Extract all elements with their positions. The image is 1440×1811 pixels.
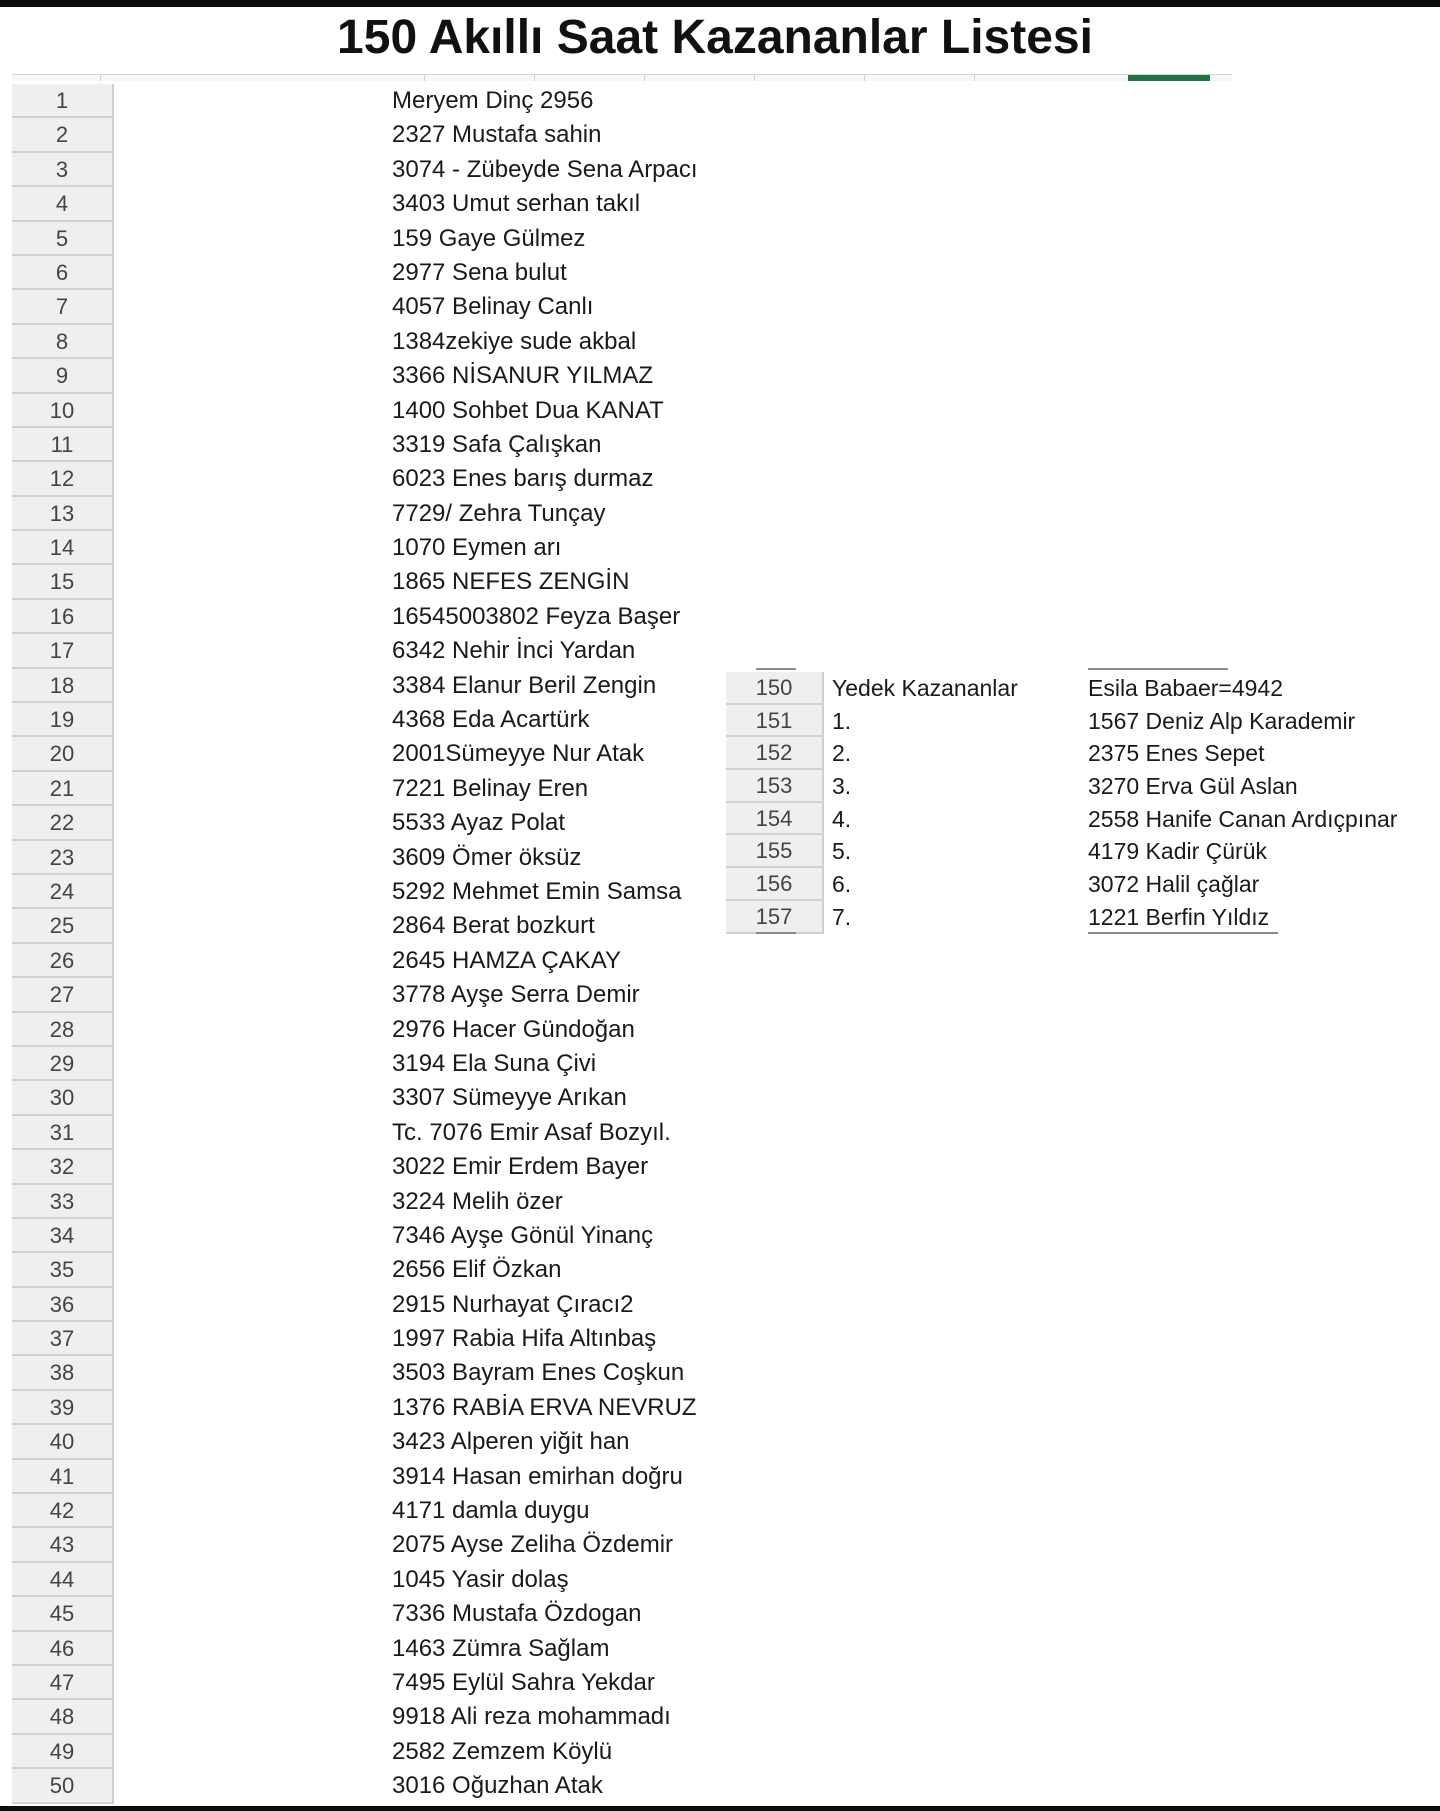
winner-cell[interactable]: 2582 Zemzem Köylü (392, 1737, 613, 1765)
row-number: 46 (12, 1632, 114, 1666)
row-number: 26 (12, 944, 114, 978)
winner-cell[interactable]: 3194 Ela Suna Çivi (392, 1049, 597, 1077)
row-number: 13 (12, 497, 114, 531)
row-number: 31 (12, 1116, 114, 1150)
winner-cell[interactable]: 3022 Emir Erdem Bayer (392, 1153, 649, 1181)
row-number: 9 (12, 359, 114, 393)
row-number: 48 (12, 1700, 114, 1734)
winner-cell[interactable]: 1070 Eymen arı (392, 534, 562, 562)
winner-cell[interactable]: 2977 Sena bulut (392, 258, 567, 286)
winner-cell[interactable]: 1384zekiye sude akbal (392, 327, 637, 355)
winner-cell[interactable]: 3503 Bayram Enes Coşkun (392, 1359, 685, 1387)
row-number: 155 (726, 835, 824, 868)
winner-cell[interactable]: 2001Sümeyye Nur Atak (392, 740, 645, 768)
winner-cell[interactable]: 3016 Oğuzhan Atak (392, 1772, 603, 1800)
row-number: 157 (726, 901, 824, 934)
winner-cell[interactable]: 3609 Ömer öksüz (392, 843, 582, 871)
winner-cell[interactable]: 7221 Belinay Eren (392, 774, 589, 802)
row-number: 153 (726, 770, 824, 803)
reserve-label[interactable]: 3. (832, 773, 852, 800)
winner-cell[interactable]: Meryem Dinç 2956 (392, 87, 594, 114)
winner-cell[interactable]: 3366 NİSANUR YILMAZ (392, 362, 653, 390)
row-number: 12 (12, 462, 114, 496)
winner-cell[interactable]: 7336 Mustafa Özdogan (392, 1600, 642, 1628)
winner-cell[interactable]: 16545003802 Feyza Başer (392, 602, 681, 630)
winner-cell[interactable]: 1400 Sohbet Dua KANAT (392, 396, 664, 424)
row-number: 8 (12, 325, 114, 359)
reserve-winners-panel (726, 668, 1426, 938)
reserve-label[interactable]: 2. (832, 740, 852, 767)
row-number: 18 (12, 669, 114, 703)
winner-cell[interactable]: 2645 HAMZA ÇAKAY (392, 946, 621, 974)
winner-cell[interactable]: 3423 Alperen yiğit han (392, 1428, 630, 1456)
row-number: 41 (12, 1460, 114, 1494)
winner-cell[interactable]: 4171 damla duygu (392, 1497, 590, 1525)
row-number: 23 (12, 841, 114, 875)
winner-cell[interactable]: 3403 Umut serhan takıl (392, 190, 641, 218)
column-header-strip (12, 74, 1232, 81)
row-number: 32 (12, 1150, 114, 1184)
clipped-row-top (726, 668, 1426, 672)
row-number: 29 (12, 1047, 114, 1081)
winner-cell[interactable]: 9918 Ali reza mohammadı (392, 1703, 671, 1731)
row-number: 4 (12, 187, 114, 221)
row-number: 15 (12, 565, 114, 599)
winner-cell[interactable]: 2327 Mustafa sahin (392, 121, 602, 149)
winner-cell[interactable]: 3914 Hasan emirhan doğru (392, 1462, 683, 1490)
row-number: 34 (12, 1219, 114, 1253)
row-number: 154 (726, 803, 824, 836)
reserve-name[interactable]: 3072 Halil çağlar (1088, 871, 1260, 898)
winner-cell[interactable]: 7729/ Zehra Tunçay (392, 499, 606, 527)
row-number: 21 (12, 772, 114, 806)
winner-cell[interactable]: 5292 Mehmet Emin Samsa (392, 877, 682, 905)
row-number: 156 (726, 868, 824, 901)
row-number: 20 (12, 737, 114, 771)
winner-cell[interactable]: 1376 RABİA ERVA NEVRUZ (392, 1393, 697, 1421)
row-number: 33 (12, 1185, 114, 1219)
row-number: 25 (12, 909, 114, 943)
winner-cell[interactable]: 3384 Elanur Beril Zengin (392, 671, 657, 699)
reserve-label[interactable]: 1. (832, 707, 852, 734)
row-number: 11 (12, 428, 114, 462)
reserve-name[interactable]: 1567 Deniz Alp Karademir (1088, 707, 1356, 734)
winner-cell[interactable]: 5533 Ayaz Polat (392, 809, 566, 837)
row-number: 19 (12, 703, 114, 737)
winner-cell[interactable]: 4057 Belinay Canlı (392, 293, 594, 321)
reserve-label[interactable]: 6. (832, 871, 852, 898)
winner-cell[interactable]: 6023 Enes barış durmaz (392, 465, 654, 493)
row-number: 37 (12, 1322, 114, 1356)
winner-cell[interactable]: 3307 Sümeyye Arıkan (392, 1084, 627, 1112)
winner-cell[interactable]: 2864 Berat bozkurt (392, 912, 595, 940)
page-title: 150 Akıllı Saat Kazananlar Listesi (337, 11, 1093, 64)
winner-cell[interactable]: 2075 Ayse Zeliha Özdemir (392, 1531, 674, 1559)
reserve-label[interactable]: 4. (832, 805, 852, 832)
reserve-label[interactable]: Yedek Kazananlar (832, 675, 1018, 701)
winner-cell[interactable]: Tc. 7076 Emir Asaf Bozyıl. (392, 1118, 671, 1146)
row-number: 50 (12, 1769, 114, 1803)
winner-cell[interactable]: 1045 Yasir dolaş (392, 1565, 569, 1593)
top-border (0, 0, 1440, 7)
row-number: 24 (12, 875, 114, 909)
row-number: 17 (12, 634, 114, 668)
winner-cell[interactable]: 4368 Eda Acartürk (392, 706, 590, 734)
winner-cell[interactable]: 6342 Nehir İnci Yardan (392, 637, 636, 665)
row-number: 27 (12, 978, 114, 1012)
row-number: 5 (12, 222, 114, 256)
row-number: 39 (12, 1391, 114, 1425)
row-number: 28 (12, 1013, 114, 1047)
row-number: 150 (726, 672, 824, 705)
row-number: 49 (12, 1735, 114, 1769)
row-number: 16 (12, 600, 114, 634)
winner-cell[interactable]: 3778 Ayşe Serra Demir (392, 981, 640, 1009)
reserve-name[interactable]: 2558 Hanife Canan Ardıçpınar (1088, 805, 1398, 832)
row-number: 22 (12, 806, 114, 840)
row-number: 7 (12, 290, 114, 324)
winner-cell[interactable]: 3224 Melih özer (392, 1187, 563, 1215)
winner-cell[interactable]: 2915 Nurhayat Çıracı2 (392, 1290, 634, 1318)
row-number: 30 (12, 1081, 114, 1115)
winner-cell[interactable]: 3319 Safa Çalışkan (392, 430, 602, 458)
winner-cell[interactable]: 1865 NEFES ZENGİN (392, 568, 630, 596)
reserve-name[interactable]: 1221 Berfin Yıldız (1088, 903, 1270, 930)
row-number: 35 (12, 1253, 114, 1287)
winner-cell[interactable]: 2656 Elif Özkan (392, 1256, 562, 1284)
winner-cell[interactable]: 159 Gaye Gülmez (392, 224, 586, 252)
row-number: 14 (12, 531, 114, 565)
row-number: 36 (12, 1288, 114, 1322)
row-number: 38 (12, 1356, 114, 1390)
row-number: 40 (12, 1425, 114, 1459)
row-number: 44 (12, 1563, 114, 1597)
reserve-label[interactable]: 5. (832, 838, 852, 865)
clipped-row-bottom (726, 930, 1426, 936)
winner-cell[interactable]: 2976 Hacer Gündoğan (392, 1015, 635, 1043)
row-number: 152 (726, 737, 824, 770)
winner-cell[interactable]: 1997 Rabia Hifa Altınbaş (392, 1325, 657, 1353)
row-number: 10 (12, 394, 114, 428)
reserve-label[interactable]: 7. (832, 903, 852, 930)
row-number: 45 (12, 1597, 114, 1631)
row-number: 47 (12, 1666, 114, 1700)
selected-column-indicator (1128, 75, 1210, 81)
row-number: 43 (12, 1528, 114, 1562)
winner-cell[interactable]: 1463 Zümra Sağlam (392, 1634, 610, 1662)
row-number: 2 (12, 118, 114, 152)
reserve-name[interactable]: 4179 Kadir Çürük (1088, 838, 1267, 865)
bottom-border (0, 1806, 1440, 1811)
winner-cell[interactable]: 7495 Eylül Sahra Yekdar (392, 1668, 655, 1696)
reserve-name[interactable]: Esila Babaer=4942 (1088, 675, 1284, 701)
winner-cell[interactable]: 7346 Ayşe Gönül Yinanç (392, 1221, 654, 1249)
row-number: 42 (12, 1494, 114, 1528)
reserve-name[interactable]: 2375 Enes Sepet (1088, 740, 1265, 767)
reserve-name[interactable]: 3270 Erva Gül Aslan (1088, 773, 1298, 800)
row-number: 1 (12, 84, 114, 118)
row-number: 3 (12, 153, 114, 187)
row-number: 151 (726, 705, 824, 738)
winner-cell[interactable]: 3074 - Zübeyde Sena Arpacı (392, 155, 698, 183)
row-number: 6 (12, 256, 114, 290)
